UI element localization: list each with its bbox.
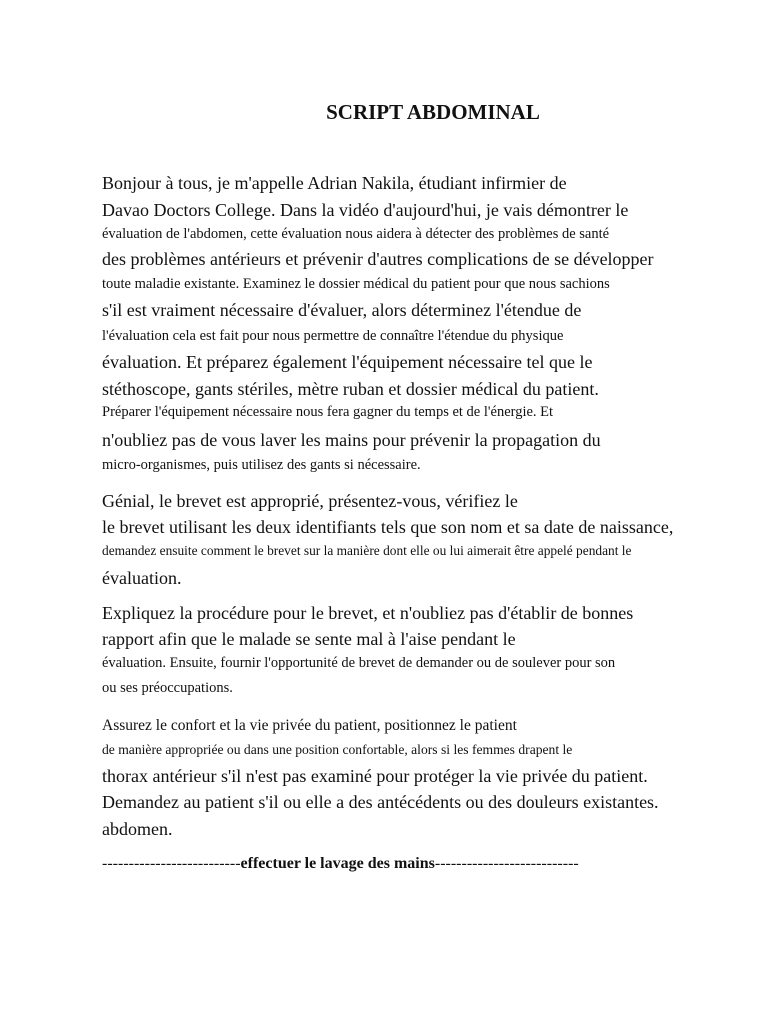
handwashing-divider xyxy=(102,853,579,875)
text-line: évaluation. Ensuite, fournir l'opportunité de brevet de demander ou de soulever pour son xyxy=(102,655,616,671)
divider-label: effectuer le lavage des mains xyxy=(240,855,435,872)
text-line: Préparer l'équipement nécessaire nous fera gagner du temps et de l'énergie. Et xyxy=(102,404,554,420)
text-line: évaluation. Et préparez également l'équipement nécessaire tel que le xyxy=(102,352,593,372)
text-line: rapport afin que le malade se sente mal à l'aise pendant le xyxy=(102,629,516,649)
text-line: Assurez le confort et la vie privée du patient, positionnez le patient xyxy=(102,717,517,734)
text-line: Demandez au patient s'il ou elle a des antécédents ou des douleurs existantes. xyxy=(102,792,659,812)
text-line: Bonjour à tous, je m'appelle Adrian Nakila, étudiant infirmier de xyxy=(102,173,567,193)
text-line: ou ses préoccupations. xyxy=(102,680,233,696)
divider-dashes-right: --------------------------- xyxy=(434,855,579,872)
text-line: de manière appropriée ou dans une position confortable, alors si les femmes drapent le xyxy=(102,742,573,757)
text-line: le brevet utilisant les deux identifiants tels que son nom et sa date de naissance, xyxy=(102,517,674,537)
text-line: évaluation de l'abdomen, cette évaluation nous aidera à détecter des problèmes de santé xyxy=(102,226,610,242)
text-line: n'oubliez pas de vous laver les mains pour prévenir la propagation du xyxy=(102,430,601,450)
divider-dashes-left: -------------------------- xyxy=(102,855,241,872)
text-line: évaluation. xyxy=(102,568,182,588)
text-line: stéthoscope, gants stériles, mètre ruban et dossier médical du patient. xyxy=(102,379,599,399)
text-line: abdomen. xyxy=(102,819,173,839)
text-line: micro-organismes, puis utilisez des gants si nécessaire. xyxy=(102,457,421,473)
text-line: des problèmes antérieurs et prévenir d'autres complications de se développer xyxy=(102,249,654,269)
text-line: s'il est vraiment nécessaire d'évaluer, alors déterminez l'étendue de xyxy=(102,300,582,320)
text-line: demandez ensuite comment le brevet sur la manière dont elle ou lui aimerait être appelé pendant le xyxy=(102,543,632,558)
text-line: Génial, le brevet est approprié, présentez-vous, vérifiez le xyxy=(102,491,518,511)
document-title: SCRIPT ABDOMINAL xyxy=(326,100,540,124)
text-line: toute maladie existante. Examinez le dossier médical du patient pour que nous sachions xyxy=(102,276,610,292)
text-line: Davao Doctors College. Dans la vidéo d'aujourd'hui, je vais démontrer le xyxy=(102,200,629,220)
text-line: Expliquez la procédure pour le brevet, et n'oubliez pas d'établir de bonnes xyxy=(102,603,634,623)
text-line: thorax antérieur s'il n'est pas examiné pour protéger la vie privée du patient. xyxy=(102,766,648,786)
text-line: l'évaluation cela est fait pour nous permettre de connaître l'étendue du physique xyxy=(102,328,564,344)
